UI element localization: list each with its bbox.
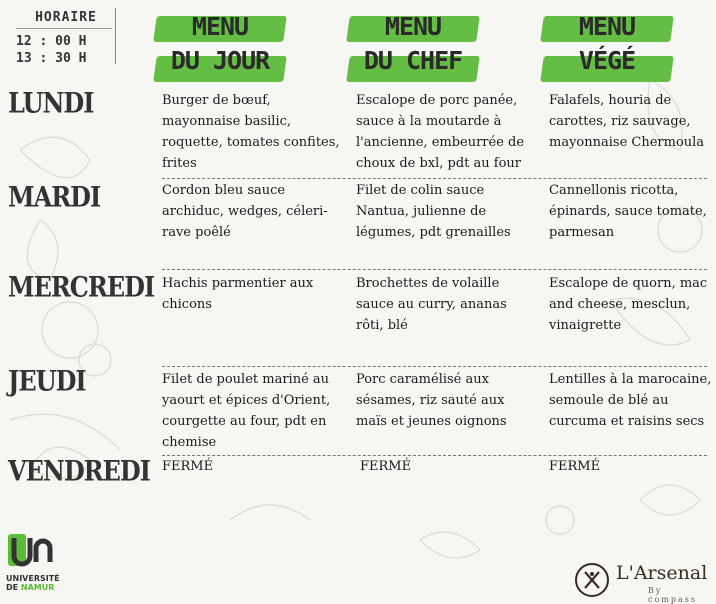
- day-label-lundi: LUNDI: [8, 86, 94, 120]
- row-divider: [162, 366, 707, 367]
- restaurant-name: L'Arsenal: [616, 562, 708, 584]
- menu-item-vege-jeudi: Lentilles à la marocaine, semoule de blé au curcuma et raisins secs: [549, 372, 712, 429]
- vertical-divider: [115, 8, 116, 64]
- restaurant-subtitle: By compass: [648, 586, 697, 604]
- day-label-vendredi: VENDREDI: [8, 454, 150, 488]
- university-name-namur: NAMUR: [20, 583, 55, 592]
- menu-item-vege-vendredi: FERMÉ: [549, 459, 601, 474]
- cutlery-icon: [574, 562, 610, 598]
- header-line1: MENU: [384, 12, 442, 41]
- header-line1: MENU: [191, 12, 249, 41]
- university-logo-mark: [6, 532, 56, 568]
- day-label-jeudi: JEUDI: [8, 364, 86, 398]
- university-logo: [6, 532, 66, 592]
- menu-item-chef-jeudi: Porc caramélisé aux sésames, riz sauté aux maïs et jeunes oignons: [356, 372, 507, 429]
- header-line2: VÉGÉ: [578, 46, 636, 75]
- university-name: [6, 574, 66, 592]
- menu-item-jour-mardi: Cordon bleu sauce archiduc, wedges, céleri-rave poêlé: [162, 183, 328, 240]
- menu-item-chef-lundi: Escalope de porc panée, sauce à la moutarde à l'ancienne, embeurrée de choux de bxl, pdt au four: [356, 93, 525, 171]
- university-name-de: DE: [6, 583, 21, 592]
- divider: [16, 28, 112, 29]
- opening-hours: [16, 10, 116, 67]
- menu-item-jour-jeudi: Filet de poulet mariné au yaourt et épices d'Orient, courgette au four, pdt en chemise: [162, 372, 331, 450]
- menu-item-vege-mardi: Cannellonis ricotta, épinards, sauce tomate, parmesan: [549, 183, 707, 240]
- day-label-mardi: MARDI: [8, 180, 101, 214]
- menu-item-chef-vendredi: FERMÉ: [360, 459, 412, 474]
- restaurant-logo: [574, 562, 714, 604]
- header-line2: DU CHEF: [363, 46, 463, 75]
- menu-item-vege-lundi: Falafels, houria de carottes, riz sauvage, mayonnaise Chermoula: [549, 93, 705, 150]
- opening-time: 12 : 00 H: [16, 34, 87, 49]
- opening-hours-times: [16, 33, 116, 67]
- header-menu-du-chef: [348, 10, 478, 82]
- university-name-line2: [6, 583, 66, 592]
- menu-item-chef-mardi: Filet de colin sauce Nantua, julienne de légumes, pdt grenailles: [356, 183, 511, 240]
- university-name-line1: UNIVERSITÉ: [6, 574, 60, 583]
- day-label-mercredi: MERCREDI: [8, 270, 155, 304]
- menu-item-jour-vendredi: FERMÉ: [162, 459, 214, 474]
- menu-item-jour-mercredi: Hachis parmentier aux chicons: [162, 276, 314, 312]
- opening-hours-title: HORAIRE: [35, 10, 97, 25]
- header-menu-vege: [542, 10, 672, 82]
- header-line2: DU JOUR: [170, 46, 270, 75]
- row-divider: [162, 178, 707, 179]
- header-menu-du-jour: [155, 10, 285, 82]
- closing-time: 13 : 30 H: [16, 51, 87, 66]
- menu-item-jour-lundi: Burger de bœuf, mayonnaise basilic, roquette, tomates confites, frites: [162, 93, 340, 171]
- menu-item-vege-mercredi: Escalope de quorn, mac and cheese, mesclun, vinaigrette: [549, 276, 708, 333]
- header-line1: MENU: [578, 12, 636, 41]
- menu-item-chef-mercredi: Brochettes de volaille sauce au curry, ananas rôti, blé: [356, 276, 507, 333]
- row-divider: [162, 269, 707, 270]
